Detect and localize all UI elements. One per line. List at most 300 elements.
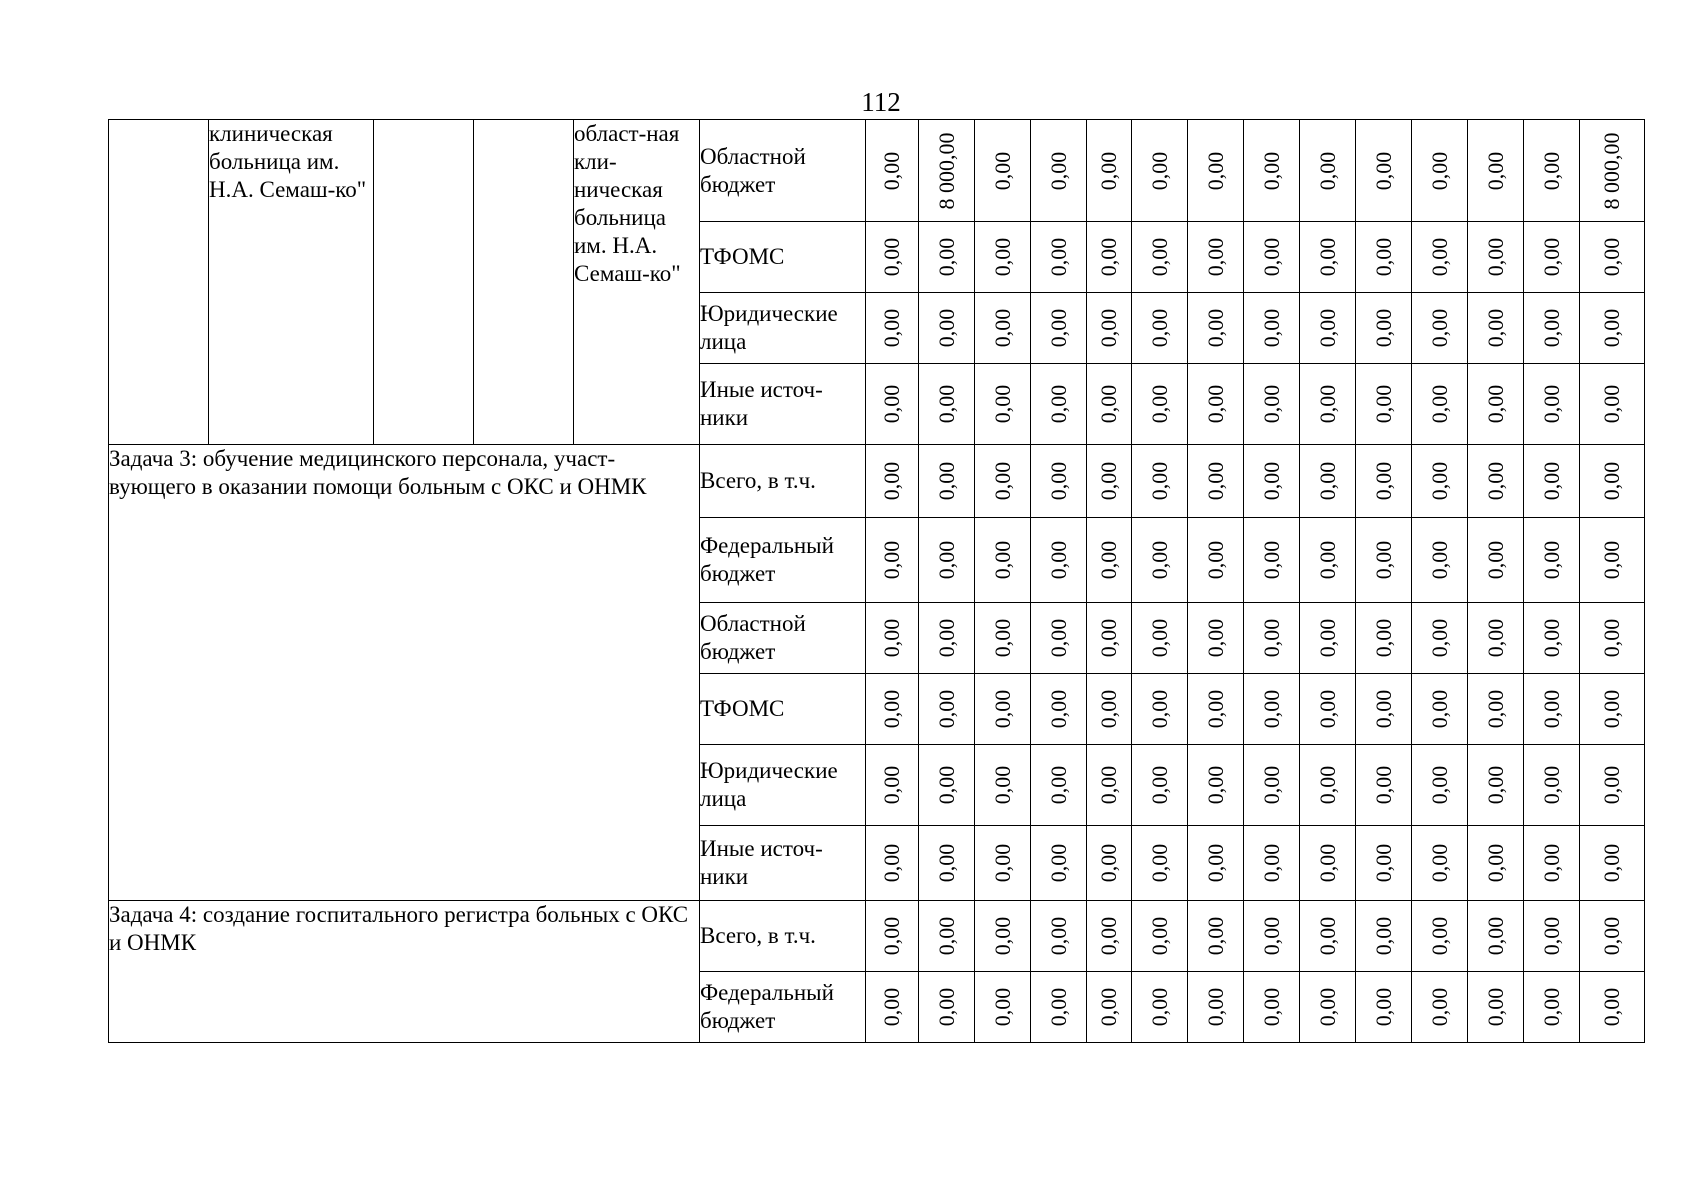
value-text: 0,00 <box>933 540 959 580</box>
value-cell <box>1132 364 1188 445</box>
value-text: 0,00 <box>1096 843 1121 883</box>
value-cell <box>1356 901 1412 972</box>
value-text: 0,00 <box>1096 384 1121 424</box>
value-cell <box>1356 222 1412 293</box>
value-text: 0,00 <box>933 987 959 1027</box>
value-text: 0,00 <box>1146 689 1172 729</box>
value-text: 0,00 <box>1202 308 1228 348</box>
funding-source: Областной бюджет <box>700 603 866 674</box>
value-text: 0,00 <box>1426 618 1452 658</box>
value-text: 0,00 <box>1045 618 1071 658</box>
table-row <box>109 901 1645 972</box>
value-cell <box>1356 445 1412 518</box>
value-cell <box>1132 745 1188 826</box>
value-text: 0,00 <box>1426 689 1452 729</box>
value-text: 0,00 <box>933 308 959 348</box>
value-cell <box>1300 293 1356 364</box>
value-text: 0,00 <box>989 237 1015 277</box>
value-cell <box>1524 603 1580 674</box>
value-text: 0,00 <box>1096 151 1121 190</box>
value-text: 0,00 <box>1096 987 1121 1027</box>
value-text: 0,00 <box>1146 384 1172 424</box>
value-text: 0,00 <box>1258 618 1284 658</box>
funding-source: Федеральный бюджет <box>700 518 866 603</box>
value-cell <box>1087 120 1132 222</box>
value-cell <box>1580 445 1645 518</box>
value-cell <box>1300 120 1356 222</box>
table-body <box>109 120 1645 1043</box>
value-cell <box>1188 293 1244 364</box>
value-cell <box>1132 603 1188 674</box>
value-text: 0,00 <box>879 461 904 501</box>
value-cell <box>1468 826 1524 901</box>
value-cell <box>1300 603 1356 674</box>
value-text: 8 000,00 <box>1599 132 1624 209</box>
value-cell <box>1244 826 1300 901</box>
value-cell <box>1244 222 1300 293</box>
value-text: 0,00 <box>989 843 1015 883</box>
value-text: 0,00 <box>1045 151 1071 190</box>
value-cell <box>975 674 1031 745</box>
funding-source: ТФОМС <box>700 674 866 745</box>
value-cell <box>975 120 1031 222</box>
value-text: 0,00 <box>879 618 904 658</box>
value-text: 0,00 <box>1426 308 1452 348</box>
value-cell <box>1031 972 1087 1043</box>
value-text: 0,00 <box>1599 237 1624 277</box>
value-cell <box>1356 120 1412 222</box>
value-cell <box>1580 364 1645 445</box>
value-text: 0,00 <box>1146 540 1172 580</box>
value-cell <box>1468 120 1524 222</box>
value-cell <box>1580 120 1645 222</box>
value-cell <box>1468 745 1524 826</box>
value-text: 0,00 <box>1599 843 1624 883</box>
value-cell <box>1244 901 1300 972</box>
value-cell <box>919 826 975 901</box>
value-text: 0,00 <box>989 689 1015 729</box>
value-text: 0,00 <box>1538 618 1564 658</box>
value-cell <box>1087 364 1132 445</box>
value-text: 0,00 <box>1258 461 1284 501</box>
value-cell <box>1412 364 1468 445</box>
value-cell <box>1580 603 1645 674</box>
value-cell <box>975 972 1031 1043</box>
value-cell <box>1468 222 1524 293</box>
value-cell <box>1188 972 1244 1043</box>
value-text: 0,00 <box>1370 308 1396 348</box>
value-cell <box>1132 222 1188 293</box>
value-text: 0,00 <box>1426 916 1452 956</box>
value-text: 0,00 <box>879 308 904 348</box>
value-text: 0,00 <box>933 237 959 277</box>
value-cell <box>1412 518 1468 603</box>
value-text: 0,00 <box>1096 237 1121 277</box>
value-cell <box>1244 972 1300 1043</box>
empty-cell <box>374 120 474 445</box>
value-cell <box>1188 518 1244 603</box>
value-cell <box>1412 745 1468 826</box>
value-cell <box>1300 518 1356 603</box>
value-text: 0,00 <box>1202 384 1228 424</box>
funding-source: ТФОМС <box>700 222 866 293</box>
table-row <box>109 120 1645 222</box>
value-text: 0,00 <box>1096 689 1121 729</box>
value-text: 0,00 <box>1096 618 1121 658</box>
value-cell <box>1412 972 1468 1043</box>
value-cell <box>1412 603 1468 674</box>
value-text: 0,00 <box>1146 765 1172 805</box>
value-text: 0,00 <box>1370 384 1396 424</box>
value-text: 0,00 <box>933 461 959 501</box>
value-cell <box>1300 901 1356 972</box>
value-text: 0,00 <box>989 916 1015 956</box>
value-cell <box>1524 222 1580 293</box>
value-cell <box>1300 222 1356 293</box>
value-text: 0,00 <box>1258 151 1284 190</box>
value-cell <box>1300 826 1356 901</box>
value-text: 0,00 <box>989 384 1015 424</box>
value-cell <box>1031 120 1087 222</box>
value-cell <box>1300 972 1356 1043</box>
value-text: 0,00 <box>1538 308 1564 348</box>
value-cell <box>866 826 919 901</box>
value-cell <box>1468 901 1524 972</box>
value-cell <box>1188 674 1244 745</box>
value-cell <box>1132 518 1188 603</box>
value-cell <box>975 445 1031 518</box>
value-text: 0,00 <box>1599 384 1624 424</box>
value-cell <box>919 518 975 603</box>
value-cell <box>1412 222 1468 293</box>
value-cell <box>1524 518 1580 603</box>
value-cell <box>1300 445 1356 518</box>
value-text: 0,00 <box>1202 151 1228 190</box>
table-row <box>109 445 1645 518</box>
value-text: 0,00 <box>1096 540 1121 580</box>
value-text: 0,00 <box>879 843 904 883</box>
value-cell <box>1524 972 1580 1043</box>
empty-cell <box>109 120 209 445</box>
value-cell <box>975 364 1031 445</box>
value-text: 0,00 <box>1482 618 1508 658</box>
value-cell <box>1468 445 1524 518</box>
value-text: 0,00 <box>1599 765 1624 805</box>
funding-source: Юридические лица <box>700 745 866 826</box>
value-text: 0,00 <box>1370 843 1396 883</box>
value-cell <box>1356 364 1412 445</box>
value-text: 0,00 <box>1482 384 1508 424</box>
value-cell <box>1132 120 1188 222</box>
value-cell <box>866 293 919 364</box>
value-cell <box>866 603 919 674</box>
value-cell <box>1188 745 1244 826</box>
value-cell <box>1356 674 1412 745</box>
value-cell <box>1244 674 1300 745</box>
value-text: 0,00 <box>1202 461 1228 501</box>
value-cell <box>1244 120 1300 222</box>
value-cell <box>919 445 975 518</box>
value-text: 0,00 <box>1538 461 1564 501</box>
value-text: 0,00 <box>989 151 1015 190</box>
value-cell <box>866 901 919 972</box>
value-text: 0,00 <box>1599 308 1624 348</box>
value-cell <box>919 972 975 1043</box>
value-cell <box>975 293 1031 364</box>
value-text: 0,00 <box>1426 843 1452 883</box>
value-cell <box>1468 364 1524 445</box>
value-cell <box>1412 674 1468 745</box>
value-text: 0,00 <box>1426 151 1452 190</box>
value-text: 0,00 <box>1146 151 1172 190</box>
value-text: 0,00 <box>1599 916 1624 956</box>
value-text: 0,00 <box>1314 987 1340 1027</box>
value-text: 0,00 <box>1258 689 1284 729</box>
value-text: 0,00 <box>1482 308 1508 348</box>
value-text: 0,00 <box>1538 384 1564 424</box>
value-text: 0,00 <box>1426 461 1452 501</box>
value-text: 0,00 <box>1202 843 1228 883</box>
value-cell <box>1524 293 1580 364</box>
value-cell <box>1031 364 1087 445</box>
funding-source: Юридические лица <box>700 293 866 364</box>
value-text: 0,00 <box>1599 461 1624 501</box>
value-cell <box>1188 603 1244 674</box>
executor-name: област-ная кли-ническая больница им. Н.А. Семаш-ко" <box>574 120 700 445</box>
value-text: 0,00 <box>879 689 904 729</box>
value-text: 0,00 <box>1258 540 1284 580</box>
value-cell <box>1132 293 1188 364</box>
value-cell <box>1300 674 1356 745</box>
value-cell <box>1132 972 1188 1043</box>
value-text: 0,00 <box>1538 151 1564 190</box>
value-text: 0,00 <box>1314 916 1340 956</box>
value-text: 0,00 <box>1146 308 1172 348</box>
value-cell <box>1580 901 1645 972</box>
value-text: 0,00 <box>989 765 1015 805</box>
value-text: 0,00 <box>1314 689 1340 729</box>
value-text: 0,00 <box>1314 461 1340 501</box>
value-text: 0,00 <box>1370 237 1396 277</box>
value-cell <box>919 901 975 972</box>
value-text: 0,00 <box>1258 987 1284 1027</box>
value-text: 0,00 <box>1096 916 1121 956</box>
value-cell <box>1412 293 1468 364</box>
value-cell <box>1412 445 1468 518</box>
value-cell <box>1356 745 1412 826</box>
value-text: 0,00 <box>1146 843 1172 883</box>
value-text: 0,00 <box>879 384 904 424</box>
value-cell <box>975 222 1031 293</box>
value-text: 0,00 <box>1314 618 1340 658</box>
value-text: 0,00 <box>1370 540 1396 580</box>
value-cell <box>1031 222 1087 293</box>
value-cell <box>919 603 975 674</box>
value-text: 0,00 <box>1096 765 1121 805</box>
value-text: 0,00 <box>1258 916 1284 956</box>
value-text: 0,00 <box>1538 765 1564 805</box>
value-text: 0,00 <box>1146 237 1172 277</box>
value-cell <box>1468 293 1524 364</box>
value-cell <box>1524 364 1580 445</box>
value-cell <box>1580 222 1645 293</box>
value-text: 0,00 <box>1314 308 1340 348</box>
value-cell <box>1087 222 1132 293</box>
value-text: 0,00 <box>1482 987 1508 1027</box>
value-text: 0,00 <box>1482 461 1508 501</box>
value-cell <box>975 603 1031 674</box>
value-text: 0,00 <box>933 916 959 956</box>
value-cell <box>1132 826 1188 901</box>
value-cell <box>866 445 919 518</box>
value-text: 0,00 <box>1538 987 1564 1027</box>
value-cell <box>1524 826 1580 901</box>
value-text: 0,00 <box>933 843 959 883</box>
value-text: 0,00 <box>879 765 904 805</box>
value-cell <box>1087 972 1132 1043</box>
value-cell <box>1188 826 1244 901</box>
value-text: 0,00 <box>1045 540 1071 580</box>
value-cell <box>1132 674 1188 745</box>
value-text: 0,00 <box>1482 151 1508 190</box>
value-text: 0,00 <box>1314 151 1340 190</box>
value-text: 0,00 <box>1538 689 1564 729</box>
value-cell <box>1087 826 1132 901</box>
value-text: 0,00 <box>1045 237 1071 277</box>
value-cell <box>1244 293 1300 364</box>
value-text: 0,00 <box>1426 540 1452 580</box>
value-cell <box>919 745 975 826</box>
value-cell <box>1524 674 1580 745</box>
value-cell <box>1031 603 1087 674</box>
value-cell <box>1524 120 1580 222</box>
value-text: 0,00 <box>1370 689 1396 729</box>
value-cell <box>1468 674 1524 745</box>
value-text: 0,00 <box>1258 384 1284 424</box>
value-cell <box>919 674 975 745</box>
funding-source: Всего, в т.ч. <box>700 901 866 972</box>
value-text: 0,00 <box>1426 987 1452 1027</box>
value-cell <box>1244 603 1300 674</box>
value-text: 0,00 <box>1146 618 1172 658</box>
value-text: 0,00 <box>1202 987 1228 1027</box>
value-cell <box>1468 972 1524 1043</box>
value-cell <box>1524 745 1580 826</box>
value-text: 0,00 <box>1538 916 1564 956</box>
value-text: 0,00 <box>1202 916 1228 956</box>
value-text: 0,00 <box>1202 237 1228 277</box>
value-cell <box>1031 293 1087 364</box>
value-cell <box>1580 826 1645 901</box>
value-text: 0,00 <box>879 151 904 190</box>
task3-label: Задача 3: обучение медицинского персонала, участ-вующего в оказании помощи больным с ОКС и ОНМК <box>109 445 700 901</box>
value-text: 0,00 <box>1599 540 1624 580</box>
value-cell <box>1087 901 1132 972</box>
value-text: 0,00 <box>1482 237 1508 277</box>
value-text: 0,00 <box>1426 237 1452 277</box>
value-text: 0,00 <box>1599 689 1624 729</box>
value-text: 0,00 <box>989 461 1015 501</box>
value-text: 0,00 <box>879 237 904 277</box>
value-cell <box>866 222 919 293</box>
value-cell <box>919 293 975 364</box>
value-text: 0,00 <box>1045 689 1071 729</box>
value-cell <box>1087 674 1132 745</box>
value-text: 0,00 <box>989 540 1015 580</box>
value-cell <box>1580 293 1645 364</box>
value-cell <box>1244 364 1300 445</box>
value-text: 0,00 <box>1482 765 1508 805</box>
value-text: 0,00 <box>1482 916 1508 956</box>
value-text: 0,00 <box>1482 540 1508 580</box>
financing-table <box>108 119 1645 1043</box>
value-cell <box>1412 120 1468 222</box>
value-cell <box>1580 518 1645 603</box>
value-cell <box>1087 445 1132 518</box>
value-text: 0,00 <box>1370 618 1396 658</box>
value-text: 0,00 <box>989 618 1015 658</box>
funding-source: Федеральный бюджет <box>700 972 866 1043</box>
value-text: 0,00 <box>1146 987 1172 1027</box>
value-text: 0,00 <box>989 308 1015 348</box>
value-cell <box>1580 745 1645 826</box>
value-cell <box>1188 120 1244 222</box>
value-text: 0,00 <box>1314 540 1340 580</box>
value-text: 0,00 <box>933 765 959 805</box>
value-text: 0,00 <box>1314 237 1340 277</box>
value-cell <box>866 745 919 826</box>
value-text: 0,00 <box>1045 765 1071 805</box>
value-cell <box>866 518 919 603</box>
empty-cell <box>474 120 574 445</box>
value-text: 0,00 <box>1258 765 1284 805</box>
value-cell <box>975 901 1031 972</box>
value-cell <box>975 826 1031 901</box>
value-text: 0,00 <box>1045 916 1071 956</box>
value-text: 0,00 <box>1538 540 1564 580</box>
value-text: 0,00 <box>933 689 959 729</box>
value-text: 0,00 <box>1258 308 1284 348</box>
value-text: 0,00 <box>1202 540 1228 580</box>
value-text: 0,00 <box>1426 765 1452 805</box>
value-cell <box>1356 293 1412 364</box>
value-cell <box>1031 901 1087 972</box>
value-cell <box>1087 745 1132 826</box>
value-cell <box>1356 518 1412 603</box>
value-cell <box>1087 293 1132 364</box>
funding-source: Всего, в т.ч. <box>700 445 866 518</box>
value-text: 0,00 <box>1045 384 1071 424</box>
value-text: 0,00 <box>933 384 959 424</box>
value-cell <box>1244 445 1300 518</box>
value-cell <box>1188 364 1244 445</box>
measure-name: клиническая больница им. Н.А. Семаш-ко" <box>209 120 374 445</box>
value-text: 0,00 <box>1314 384 1340 424</box>
value-text: 0,00 <box>1045 843 1071 883</box>
value-cell <box>919 364 975 445</box>
value-text: 0,00 <box>1538 843 1564 883</box>
value-cell <box>866 674 919 745</box>
value-cell <box>1468 518 1524 603</box>
value-text: 0,00 <box>1202 618 1228 658</box>
value-text: 0,00 <box>1482 843 1508 883</box>
funding-source: Областной бюджет <box>700 120 866 222</box>
value-cell <box>1580 972 1645 1043</box>
value-text: 0,00 <box>1482 689 1508 729</box>
value-cell <box>1468 603 1524 674</box>
value-text: 0,00 <box>1202 765 1228 805</box>
value-text: 0,00 <box>1314 765 1340 805</box>
